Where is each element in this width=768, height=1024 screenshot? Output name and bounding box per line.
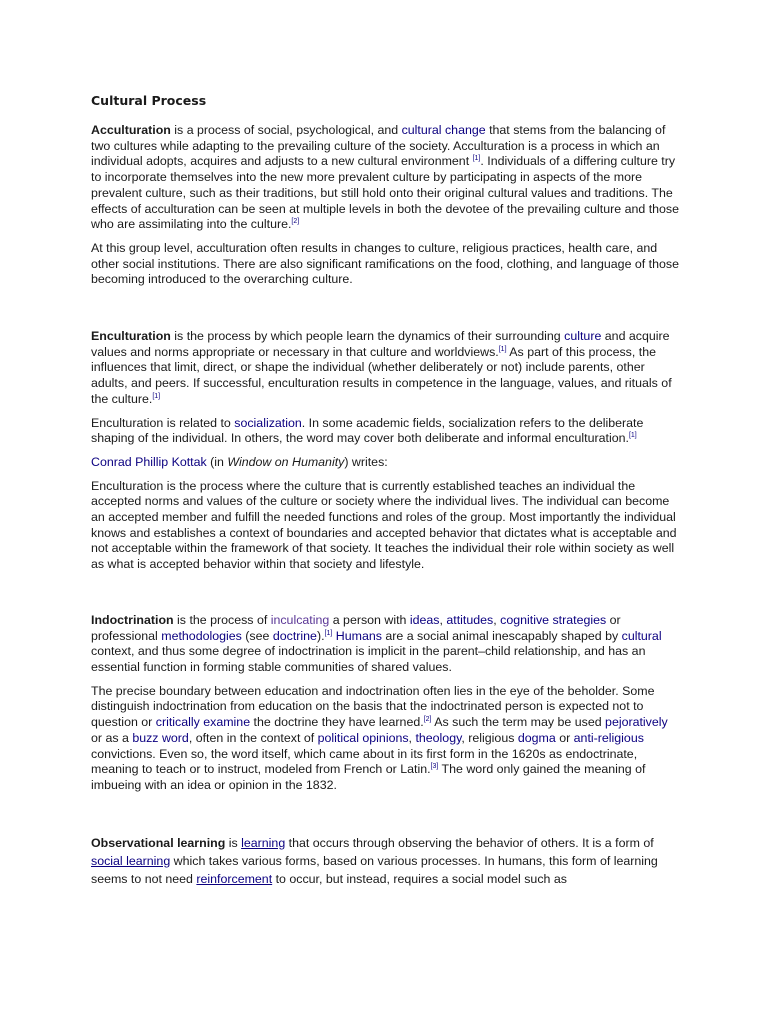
text-run: is the process by which people learn the dynamics of their surrounding (170, 329, 565, 344)
link-learning[interactable]: learning (241, 835, 286, 850)
link-ideas[interactable]: ideas (409, 612, 440, 627)
page-title: Cultural Process (91, 93, 207, 108)
link-critically-examine[interactable]: critically examine (155, 715, 251, 730)
text-run: , (408, 730, 416, 745)
text-run: , (493, 612, 501, 627)
enculturation-paragraph (91, 329, 681, 408)
link-political-opinions[interactable]: political opinions (317, 730, 409, 745)
acculturation-term: Acculturation (91, 123, 171, 137)
kottak-quote: Enculturation is the process where the culture that is currently established teaches an individual the accepted norms and values of the culture or society where the individual lives. The individual can become an accepted member and fulfill the needed functions and roles of the group. Most importantly the individual knows and establishes a context of boundaries and accepted behavior that dictates what is acceptable and not acceptable within the framework of that society. It teaches the individual their role within society as well as what is accepted behavior within that society and lifestyle. (91, 478, 677, 572)
text-run: is the process of (173, 612, 271, 627)
text-run: The precise boundary between education and indoctrination often lies in the eye of the beholder. Some distinguish indoctrination from education on the basis that the indoctrinated person is expected not to question or (91, 683, 655, 730)
observational-paragraph (91, 834, 681, 889)
text-run: Enculturation is related to (91, 415, 235, 430)
ref-link[interactable]: [2] (423, 716, 432, 724)
ref-link[interactable]: [1] (498, 345, 507, 353)
acculturation-paragraph (91, 123, 681, 233)
text-run: As part of this process, the influences that limit, direct, or shape the individual (whether deliberately or not) include parents, other adults, and peers. If successful, enculturation results in competence in the language, values, and rituals of the culture. (91, 344, 672, 406)
indoctrination-term: Indoctrination (91, 612, 174, 627)
ref-link[interactable]: [3] (430, 763, 439, 771)
text-run: or (555, 730, 574, 745)
text-run: convictions. Even so, the word itself, which came about in its first form in the 1620s as endoctrinate, meaning to teach or to instruct, modeled from French or Latin. (91, 746, 638, 777)
kottak-intro (91, 455, 681, 471)
text-run: is (225, 835, 242, 850)
text-run: a person with (329, 612, 410, 627)
enculturation-term: Enculturation (91, 329, 171, 344)
link-social-learning[interactable]: social learning (91, 853, 171, 868)
text-run: , religious (461, 730, 518, 745)
document-content (91, 93, 681, 889)
text-run: The word only gained the meaning of imbueing with an idea or opinion in the 1832. (91, 762, 646, 792)
acculturation-paragraph-2: At this group level, acculturation often results in changes to culture, religious practices, health care, and other social institutions. There are also significant ramifications on the food, clothing, and language of those becoming introduced to the overarching culture. (91, 240, 679, 287)
indoctrination-paragraph (91, 613, 681, 676)
text-run: As such the term may be used (431, 715, 606, 730)
text-run: that occurs through observing the behavior of others. It is a form of (285, 835, 654, 850)
indoctrination-paragraph-2 (91, 684, 681, 794)
text-run: or as a (91, 730, 133, 745)
observational-section (91, 834, 681, 889)
link-inculcating[interactable]: inculcating (270, 612, 330, 627)
link-theology[interactable]: theology (415, 730, 462, 745)
link-culture[interactable]: culture (564, 329, 602, 344)
text-run: that stems from the balancing of two cultures while adapting to the prevailing culture of the society. Acculturation is a process in which an individual adopts, acquires and adjusts to a new cultural environment (91, 123, 666, 169)
link-dogma[interactable]: dogma (517, 730, 556, 745)
enculturation-paragraph-2 (91, 416, 681, 447)
link-reinforcement[interactable]: reinforcement (196, 872, 273, 887)
text-run: , (439, 612, 447, 627)
text-run: which takes various forms, based on various processes. In humans, this form of learning seems to not need (91, 853, 658, 887)
link-cultural[interactable]: cultural (621, 628, 662, 643)
text-run: ). (316, 628, 325, 643)
text-run: , often in the context of (188, 730, 318, 745)
link-socialization[interactable]: socialization (234, 415, 302, 430)
link-cognitive-strategies[interactable]: cognitive strategies (500, 612, 607, 627)
link-attitudes[interactable]: attitudes (446, 612, 494, 627)
book-title: Window on Humanity (227, 454, 345, 469)
link-buzz-word[interactable]: buzz word (132, 730, 189, 745)
text-run: and acquire values and norms appropriate or necessary in that culture and worldviews. (91, 329, 670, 359)
ref-link[interactable]: [1] (472, 155, 481, 163)
text-run: context, and thus some degree of indoctrination is implicit in the parent–child relationship, and has an essential function in forming stable communities of shared values. (91, 644, 646, 674)
text-run: . Individuals of a differing culture try to incorporate themselves into the new more prevalent culture by participating in aspects of the more prevalent culture, such as their traditions, but still hold onto their original cultural values and traditions. The effects of acculturation can be seen at multiple levels in both the devotee of the prevailing culture and those who are assimilating into the culture. (91, 154, 680, 232)
ref-link[interactable]: [2] (291, 218, 300, 226)
text-run: the doctrine they have learned. (250, 715, 424, 730)
text-run: are a social animal inescapably shaped by (381, 628, 622, 643)
text-run: is a process of social, psychological, and (170, 123, 402, 137)
link-anti-religious[interactable]: anti-religious (573, 730, 644, 745)
ref-link[interactable]: [1] (324, 629, 333, 637)
text-run: to occur, but instead, requires a social model such as (272, 872, 567, 887)
text-run: . In some academic fields, socialization refers to the deliberate shaping of the individual. In others, the word may cover both deliberate and informal enculturation. (91, 415, 644, 446)
link-methodologies[interactable]: methodologies (161, 628, 242, 643)
text-run: ) writes: (344, 454, 388, 469)
link-humans[interactable]: Humans (335, 628, 382, 643)
link-doctrine[interactable]: doctrine (272, 628, 317, 643)
observational-term: Observational learning (91, 835, 226, 850)
link-cultural-change[interactable]: cultural change (401, 123, 486, 137)
link-pejoratively[interactable]: pejoratively (605, 715, 668, 730)
text-run: or professional (91, 612, 621, 643)
text-run: (in (206, 454, 228, 469)
link-kottak[interactable]: Conrad Phillip Kottak (91, 454, 207, 469)
text-run: (see (241, 628, 273, 643)
ref-link[interactable]: [1] (152, 392, 161, 400)
ref-link[interactable]: [1] (628, 432, 637, 440)
